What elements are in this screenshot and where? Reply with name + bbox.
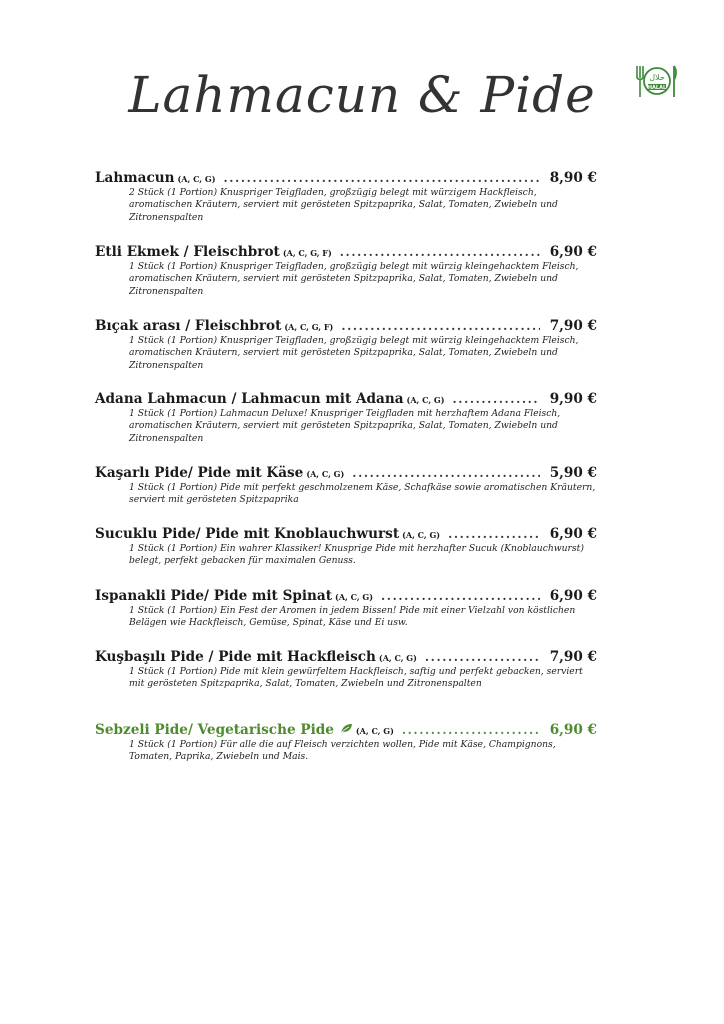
item-allergens: (A, C, G) <box>177 174 216 184</box>
menu-item <box>95 588 597 630</box>
leader-dots <box>448 527 540 541</box>
item-description: 1 Stück (1 Portion) Knuspriger Teigfladen, großzügig belegt mit würzig kleingehacktem Fleisch, aromatischen Kräutern, serviert mit gerösteten Spitzpaprika, Salat, Tomaten, Zwiebeln und Zitronenspalten <box>129 261 579 297</box>
item-allergens: (A, C, G) <box>402 530 441 540</box>
item-price: 9,90 € <box>549 391 597 407</box>
leader-dots <box>352 466 539 480</box>
menu-item <box>95 170 597 224</box>
menu-item <box>95 318 597 372</box>
item-allergens: (A, C, G) <box>355 726 394 736</box>
leader-dots <box>340 245 540 259</box>
item-allergens: (A, C, G, F) <box>282 248 332 258</box>
menu-item-vegetarian <box>95 722 597 764</box>
menu-item <box>95 465 597 507</box>
item-description: 1 Stück (1 Portion) Ein wahrer Klassiker! Knusprige Pide mit herzhafter Sucuk (Knoblauchwurst) belegt, perfekt gebacken für maximalen Genuss. <box>129 543 584 567</box>
item-name: Adana Lahmacun / Lahmacun mit Adana <box>95 391 404 407</box>
item-name: Kuşbaşılı Pide / Pide mit Hackfleisch <box>95 649 376 665</box>
item-price: 6,90 € <box>549 722 597 738</box>
item-name: Etli Ekmek / Fleischbrot <box>95 244 280 260</box>
menu-item <box>95 649 597 691</box>
item-price: 7,90 € <box>549 318 597 334</box>
item-description: 1 Stück (1 Portion) Knuspriger Teigfladen, großzügig belegt mit würzig kleingehacktem Fleisch, aromatischen Kräutern, serviert mit gerösteten Spitzpaprika, Salat, Tomaten, Zwiebeln und Zitronenspalten <box>129 335 579 371</box>
svg-text:HALAL: HALAL <box>647 85 667 91</box>
item-price: 8,90 € <box>549 170 597 186</box>
leader-dots <box>223 171 539 185</box>
item-price: 6,90 € <box>549 526 597 542</box>
item-name: Sucuklu Pide/ Pide mit Knoblauchwurst <box>95 526 400 542</box>
item-allergens: (A, C, G) <box>378 653 417 663</box>
menu-item <box>95 391 597 445</box>
leader-dots <box>402 723 540 737</box>
menu-item <box>95 244 597 298</box>
item-description: 1 Stück (1 Portion) Pide mit perfekt geschmolzenem Käse, Schafkäse sowie aromatischen Kräutern, serviert mit gerösteten Spitzpaprika <box>129 482 596 506</box>
item-name: Lahmacun <box>95 170 175 186</box>
item-allergens: (A, C, G, F) <box>284 322 334 332</box>
item-name: Kaşarlı Pide/ Pide mit Käse <box>95 465 304 481</box>
page-title: Lahmacun & Pide <box>128 66 596 124</box>
item-price: 6,90 € <box>549 244 597 260</box>
leader-dots <box>425 650 540 664</box>
leaf-icon <box>340 723 353 734</box>
item-allergens: (A, C, G) <box>306 469 345 479</box>
halal-badge-icon <box>634 62 680 100</box>
item-description: 1 Stück (1 Portion) Lahmacun Deluxe! Knuspriger Teigfladen mit herzhaftem Adana Fleisch, aromatischen Kräutern, serviert mit gerösteten Spitzpaprika, Salat, Tomaten, Zwiebeln und Zitronenspalten <box>129 408 561 444</box>
leader-dots <box>341 319 539 333</box>
item-price: 7,90 € <box>549 649 597 665</box>
item-price: 6,90 € <box>549 588 597 604</box>
item-allergens: (A, C, G) <box>335 592 374 602</box>
item-price: 5,90 € <box>549 465 597 481</box>
item-description: 1 Stück (1 Portion) Für alle die auf Fleisch verzichten wollen, Pide mit Käse, Champignons, Tomaten, Paprika, Zwiebeln und Mais. <box>129 739 556 763</box>
item-name: Sebzeli Pide/ Vegetarische Pide <box>95 722 334 738</box>
item-description: 1 Stück (1 Portion) Ein Fest der Aromen in jedem Bissen! Pide mit einer Vielzahl von köstlichen Belägen wie Hackfleisch, Gemüse, Spinat, Käse und Ei usw. <box>129 605 576 629</box>
item-name: Ispanakli Pide/ Pide mit Spinat <box>95 588 333 604</box>
leader-dots <box>381 589 540 603</box>
item-name: Bıçak arası / Fleischbrot <box>95 318 282 334</box>
item-description: 2 Stück (1 Portion) Knuspriger Teigfladen, großzügig belegt mit würzigem Hackfleisch, aromatischen Kräutern, serviert mit gerösteten Spitzpaprika, Salat, Tomaten, Zwiebeln und Zitronenspalten <box>129 187 558 223</box>
item-description: 1 Stück (1 Portion) Pide mit klein gewürfeltem Hackfleisch, saftig und perfekt gebacken, serviert mit gerösteten Spitzpaprika, Salat, Tomaten, Zwiebeln und Zitronenspalten <box>129 666 583 690</box>
svg-text:حلال: حلال <box>649 73 665 82</box>
menu-item <box>95 526 597 568</box>
leader-dots <box>453 392 540 406</box>
item-allergens: (A, C, G) <box>406 395 445 405</box>
